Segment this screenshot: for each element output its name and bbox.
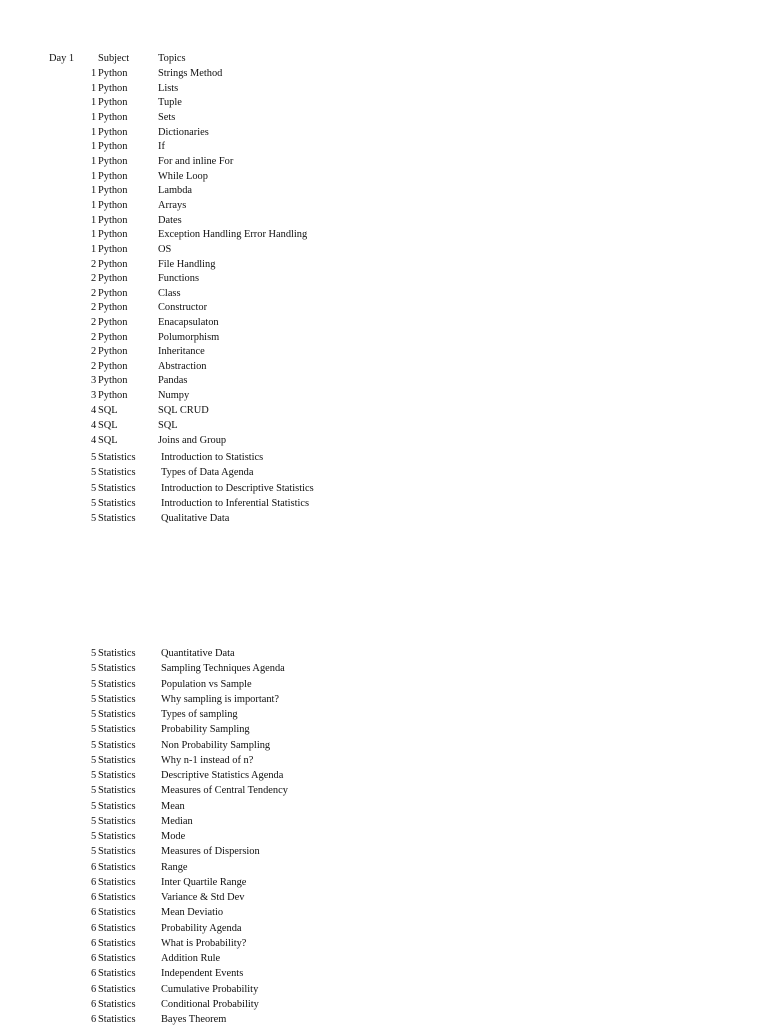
row-subject: Statistics xyxy=(98,861,136,873)
row-day: 6 xyxy=(91,876,97,888)
row-topic: Introduction to Inferential Statistics xyxy=(161,497,310,509)
row-topic: For and inline For xyxy=(158,155,234,167)
row-topic: Lambda xyxy=(158,185,193,197)
row-subject: Python xyxy=(98,258,128,270)
row-subject: Python xyxy=(98,243,128,255)
row-topic: Enacapsulaton xyxy=(158,317,219,329)
row-subject: Statistics xyxy=(98,663,136,675)
row-subject: Statistics xyxy=(98,1014,136,1025)
row-subject: Python xyxy=(98,68,128,79)
row-topic: Types of Data Agenda xyxy=(161,467,254,479)
row-subject: Statistics xyxy=(98,998,136,1010)
row-day: 5 xyxy=(91,739,97,751)
row-subject: Statistics xyxy=(98,693,136,705)
row-topic: Abstraction xyxy=(158,361,207,372)
row-subject: Statistics xyxy=(98,497,136,509)
row-subject: Statistics xyxy=(98,983,136,995)
row-day: 5 xyxy=(91,693,97,705)
row-day: 1 xyxy=(91,97,97,109)
row-topic: Range xyxy=(161,861,188,873)
row-subject: Statistics xyxy=(98,678,136,690)
row-subject: Statistics xyxy=(98,892,136,903)
row-subject: Python xyxy=(98,126,128,138)
row-topic: While Loop xyxy=(158,170,208,182)
row-day: 5 xyxy=(91,754,97,766)
row-topic: Descriptive Statistics Agenda xyxy=(161,770,284,781)
row-topic: File Handling xyxy=(158,258,216,270)
row-subject: Statistics xyxy=(98,739,136,751)
row-subject: Statistics xyxy=(98,467,136,479)
row-topic: Numpy xyxy=(158,390,190,402)
row-topic: Pandas xyxy=(158,375,188,386)
row-subject: Statistics xyxy=(98,452,136,463)
row-subject: Python xyxy=(98,170,128,182)
row-topic: Bayes Theorem xyxy=(161,1014,227,1025)
row-subject: Statistics xyxy=(98,953,136,964)
row-day: 1 xyxy=(91,82,97,94)
row-day: 6 xyxy=(91,922,97,934)
header-topics: Topics xyxy=(158,53,186,64)
row-topic: OS xyxy=(158,243,172,255)
row-day: 2 xyxy=(91,361,97,372)
row-subject: Python xyxy=(98,97,128,109)
row-topic: Independent Events xyxy=(161,968,244,980)
row-day: 6 xyxy=(91,968,97,980)
row-day: 5 xyxy=(91,831,97,842)
row-subject: Python xyxy=(98,199,128,211)
row-day: 1 xyxy=(91,214,97,226)
row-topic: SQL CRUD xyxy=(158,405,209,417)
row-subject: Python xyxy=(98,375,128,386)
row-subject: Statistics xyxy=(98,482,136,494)
row-day: 5 xyxy=(91,513,97,524)
row-subject: Python xyxy=(98,346,128,358)
row-topic: Inter Quartile Range xyxy=(161,876,247,888)
row-subject: Statistics xyxy=(98,754,136,766)
row-topic: Why n-1 instead of n? xyxy=(161,754,254,766)
row-topic: Non Probability Sampling xyxy=(161,739,271,751)
row-subject: Statistics xyxy=(98,876,136,888)
row-subject: Python xyxy=(98,390,128,402)
row-topic: Sets xyxy=(158,112,176,123)
row-subject: Statistics xyxy=(98,785,136,797)
row-topic: If xyxy=(158,141,165,153)
row-day: 1 xyxy=(91,170,97,182)
row-day: 1 xyxy=(91,243,97,255)
row-topic: Joins and Group xyxy=(158,435,227,447)
row-topic: Constructor xyxy=(158,302,208,314)
row-day: 5 xyxy=(91,482,97,494)
row-day: 5 xyxy=(91,724,97,736)
row-topic: Lists xyxy=(158,82,179,94)
row-topic: Class xyxy=(158,287,181,299)
row-day: 5 xyxy=(91,467,97,479)
row-day: 4 xyxy=(91,405,97,417)
row-day: 3 xyxy=(91,375,97,386)
row-topic: Median xyxy=(161,815,193,827)
row-subject: Statistics xyxy=(98,831,136,842)
row-day: 2 xyxy=(91,287,97,299)
row-topic: Types of sampling xyxy=(161,709,238,720)
row-subject: Statistics xyxy=(98,800,136,812)
row-topic: Strings Method xyxy=(158,68,223,79)
row-topic: Quantitative Data xyxy=(161,648,235,659)
row-subject: Python xyxy=(98,361,128,372)
row-day: 1 xyxy=(91,141,97,153)
row-subject: Statistics xyxy=(98,922,136,934)
row-topic: Exception Handling Error Handling xyxy=(158,229,308,241)
row-topic: Conditional Probability xyxy=(161,998,259,1010)
row-day: 6 xyxy=(91,907,97,919)
row-day: 5 xyxy=(91,452,97,463)
row-day: 6 xyxy=(91,937,97,949)
row-topic: Arrays xyxy=(158,199,187,211)
row-day: 6 xyxy=(91,861,97,873)
row-day: 6 xyxy=(91,998,97,1010)
row-topic: Dates xyxy=(158,214,182,226)
header-day: Day 1 xyxy=(49,53,75,64)
row-day: 2 xyxy=(91,302,97,314)
row-subject: Statistics xyxy=(98,907,136,919)
row-subject: Python xyxy=(98,155,128,167)
row-day: 3 xyxy=(91,390,97,402)
row-day: 1 xyxy=(91,229,97,241)
row-day: 2 xyxy=(91,258,97,270)
row-day: 6 xyxy=(91,953,97,964)
row-subject: Python xyxy=(98,82,128,94)
row-topic: Polumorphism xyxy=(158,331,220,343)
row-subject: Python xyxy=(98,229,128,241)
row-day: 2 xyxy=(91,317,97,329)
row-day: 1 xyxy=(91,68,97,79)
row-day: 1 xyxy=(91,155,97,167)
header-subject: Subject xyxy=(98,53,130,64)
row-topic: Inheritance xyxy=(158,346,205,358)
row-topic: Probability Sampling xyxy=(161,724,250,736)
row-subject: Statistics xyxy=(98,724,136,736)
row-day: 4 xyxy=(91,435,97,447)
row-topic: Sampling Techniques Agenda xyxy=(161,663,285,675)
row-subject: Python xyxy=(98,317,128,329)
row-day: 1 xyxy=(91,126,97,138)
row-topic: Measures of Central Tendency xyxy=(161,785,288,797)
row-subject: SQL xyxy=(98,420,118,432)
row-subject: Statistics xyxy=(98,648,136,659)
row-day: 1 xyxy=(91,112,97,123)
row-day: 5 xyxy=(91,709,97,720)
row-topic: Probability Agenda xyxy=(161,922,242,934)
row-topic: Tuple xyxy=(158,97,182,109)
row-topic: Mode xyxy=(161,831,186,842)
row-subject: SQL xyxy=(98,405,118,417)
row-topic: Addition Rule xyxy=(161,953,221,964)
row-topic: SQL xyxy=(158,420,178,432)
row-day: 6 xyxy=(91,983,97,995)
row-subject: Statistics xyxy=(98,770,136,781)
row-topic: Cumulative Probability xyxy=(161,983,259,995)
row-subject: Statistics xyxy=(98,937,136,949)
row-topic: Population vs Sample xyxy=(161,678,252,690)
row-topic: Measures of Dispersion xyxy=(161,846,260,858)
row-topic: Introduction to Statistics xyxy=(161,452,264,463)
row-subject: Statistics xyxy=(98,815,136,827)
row-day: 2 xyxy=(91,331,97,343)
row-day: 5 xyxy=(91,800,97,812)
row-subject: Python xyxy=(98,302,128,314)
row-subject: Python xyxy=(98,214,128,226)
row-topic: What is Probability? xyxy=(161,937,247,949)
row-day: 2 xyxy=(91,273,97,285)
row-day: 1 xyxy=(91,199,97,211)
row-topic: Introduction to Descriptive Statistics xyxy=(161,482,314,494)
row-topic: Dictionaries xyxy=(158,126,209,138)
row-day: 5 xyxy=(91,648,97,659)
row-day: 6 xyxy=(91,892,97,903)
row-day: 5 xyxy=(91,497,97,509)
row-subject: Python xyxy=(98,331,128,343)
row-day: 5 xyxy=(91,815,97,827)
row-day: 4 xyxy=(91,420,97,432)
row-subject: Python xyxy=(98,273,128,285)
row-day: 5 xyxy=(91,770,97,781)
row-day: 5 xyxy=(91,663,97,675)
row-subject: SQL xyxy=(98,435,118,447)
row-topic: Variance & Std Dev xyxy=(161,892,245,903)
row-day: 5 xyxy=(91,678,97,690)
row-subject: Statistics xyxy=(98,513,136,524)
row-day: 6 xyxy=(91,1014,97,1025)
row-day: 5 xyxy=(91,785,97,797)
row-subject: Statistics xyxy=(98,968,136,980)
row-topic: Functions xyxy=(158,273,199,285)
row-topic: Why sampling is important? xyxy=(161,693,280,705)
row-topic: Mean xyxy=(161,800,185,812)
row-day: 1 xyxy=(91,185,97,197)
row-subject: Statistics xyxy=(98,846,136,858)
row-subject: Python xyxy=(98,185,128,197)
row-topic: Mean Deviatio xyxy=(161,907,224,919)
row-day: 5 xyxy=(91,846,97,858)
row-subject: Python xyxy=(98,141,128,153)
row-subject: Statistics xyxy=(98,709,136,720)
row-subject: Python xyxy=(98,287,128,299)
row-subject: Python xyxy=(98,112,128,123)
row-day: 2 xyxy=(91,346,97,358)
row-topic: Qualitative Data xyxy=(161,513,230,524)
